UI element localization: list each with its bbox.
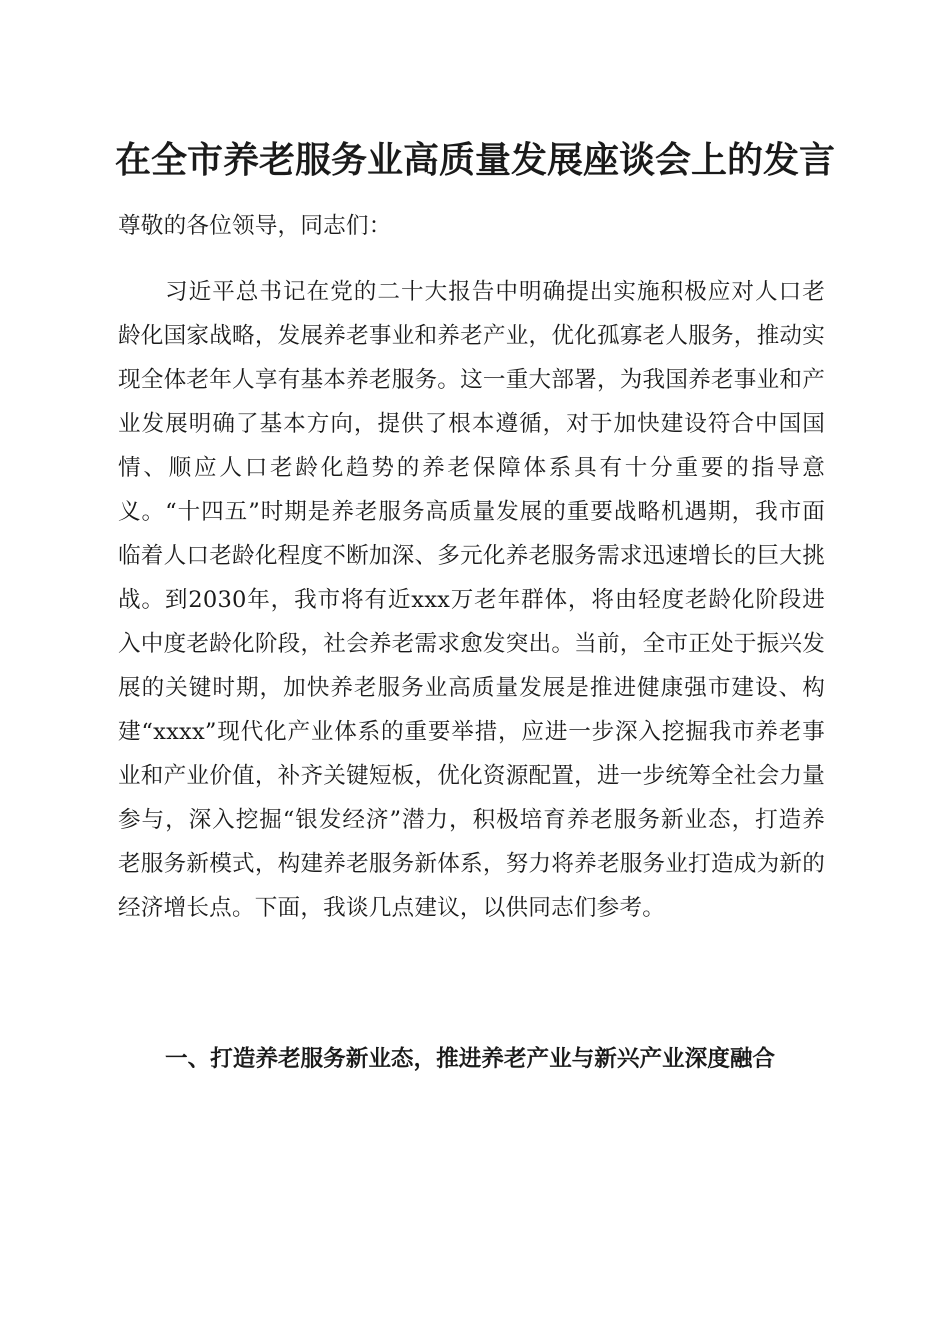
salutation: 尊敬的各位领导，同志们： (118, 213, 392, 239)
document-title: 在全市养老服务业高质量发展座谈会上的发言 (114, 139, 835, 181)
body-paragraph: 习近平总书记在党的二十大报告中明确提出实施积极应对人口老龄化国家战略，发展养老事业和养老产业，优化孤寡老人服务，推动实现全体老年人享有基本养老服务。这一重大部署，为我国养老事业和产业发展明确了基本方向，提供了根本遵循，对于加快建设符合中国国情、顺应人口老龄化趋势的养老保障体系具有十分重要的指导意义。“十四五”时期是养老服务高质量发展的重要战略机遇期，我市面临着人口老龄化程度不断加深、多元化养老服务需求迅速增长的巨大挑战。到2030年，我市将有近xxx万老年群体，将由轻度老龄化阶段进入中度老龄化阶段，社会养老需求愈发突出。当前，全市正处于振兴发展的关键时期，加快养老服务业高质量发展是推进健康强市建设、构建“xxxx”现代化产业体系的重要举措，应进一步深入挖掘我市养老事业和产业价值，补齐关键短板，优化资源配置，进一步统筹全社会力量参与，深入挖掘“银发经济”潜力，积极培育养老服务新业态，打造养老服务新模式，构建养老服务新体系，努力将养老服务业打造成为新的经济增长点。下面，我谈几点建议，以供同志们参考。 (118, 279, 825, 921)
section-heading: 一、打造养老服务新业态，推进养老产业与新兴产业深度融合 (165, 1046, 776, 1072)
